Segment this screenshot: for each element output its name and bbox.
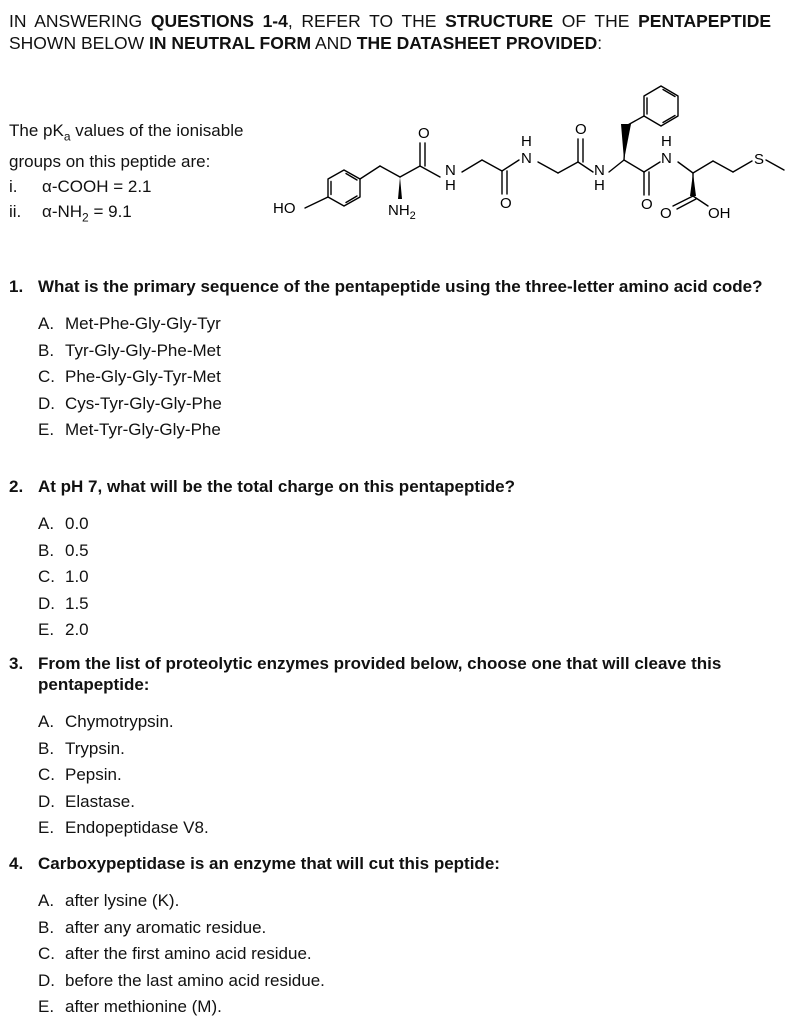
question-stem: 1. What is the primary sequence of the pentapeptide using the three-letter amino acid code? (9, 277, 763, 296)
option-b[interactable]: B. Tyr-Gly-Gly-Phe-Met (38, 340, 221, 360)
intro-part: : (597, 33, 603, 53)
question-3 (9, 653, 789, 842)
instructions (9, 10, 771, 54)
option-d[interactable]: D. 1.5 (38, 593, 89, 613)
pentapeptide-structure (268, 76, 800, 226)
option-a[interactable]: A. after lysine (K). (38, 891, 180, 910)
question-4 (9, 853, 789, 1021)
atom-label-hydrogen: H (521, 133, 532, 150)
atom-label-ho: HO (273, 200, 296, 217)
question-stem: 4. Carboxypeptidase is an enzyme that will cut this peptide: (9, 854, 500, 873)
atom-label-oxygen: O (660, 205, 672, 222)
option-b[interactable]: B. 0.5 (38, 540, 89, 560)
atom-label-hydrogen: H (661, 133, 672, 150)
option-c[interactable]: C. 1.0 (38, 567, 89, 586)
option-a[interactable]: A. Chymotrypsin. (38, 712, 174, 731)
option-list (38, 511, 789, 644)
option-d[interactable]: D. Elastase. (38, 791, 135, 811)
intro-part: STRUCTURE (445, 11, 554, 31)
option-a[interactable]: A. Met-Phe-Gly-Gly-Tyr (38, 314, 221, 333)
option-b[interactable]: B. after any aromatic residue. (38, 917, 267, 937)
atom-label-nitrogen: N (521, 150, 532, 167)
intro-part: PENTAPEPTIDE (638, 11, 771, 31)
atom-label-nitrogen: N (445, 162, 456, 179)
intro-part: QUESTIONS 1-4 (150, 11, 288, 31)
option-list (38, 311, 789, 444)
atom-label-nh2: $NH_2$ (388, 202, 416, 222)
atom-label-oxygen: O (575, 121, 587, 138)
option-e[interactable]: E. Met-Tyr-Gly-Gly-Phe (38, 420, 221, 439)
atom-label-oxygen: O (418, 125, 430, 142)
option-b[interactable]: B. Trypsin. (38, 738, 125, 758)
intro-part: OF THE (553, 11, 639, 31)
pka-info (9, 118, 284, 231)
option-list (38, 888, 789, 1021)
question-stem: 2. At pH 7, what will be the total charge on this pentapeptide? (9, 477, 515, 496)
atom-label-nitrogen: N (661, 150, 672, 167)
intro-part: IN ANSWERING (9, 11, 151, 31)
pka-item-cooh: i. α-COOH = 2.1 (9, 177, 152, 197)
atom-label-hydrogen: H (445, 177, 456, 194)
intro-part: THE DATASHEET PROVIDED (356, 33, 598, 53)
question-1 (9, 276, 789, 444)
option-a[interactable]: A. 0.0 (38, 514, 89, 533)
option-list (38, 709, 789, 842)
question-2 (9, 476, 789, 644)
intro-part: SHOWN BELOW (9, 33, 150, 53)
atom-label-sulfur: S (754, 151, 765, 168)
atom-label-oxygen: O (500, 195, 512, 212)
pka-line-1: The $pK_a$ values of the ionisable (9, 121, 244, 144)
option-c[interactable]: C. after the first amino acid residue. (38, 944, 312, 963)
option-c[interactable]: C. Phe-Gly-Gly-Tyr-Met (38, 367, 221, 386)
option-e[interactable]: E. after methionine (M). (38, 997, 222, 1016)
option-e[interactable]: E. 2.0 (38, 620, 89, 639)
intro-part: , REFER TO THE (287, 11, 446, 31)
pka-item-nh2: ii. $\alpha-NH_2 = 9.1$ (9, 202, 132, 225)
intro-part: AND (311, 33, 357, 53)
question-stem: 3. From the list of proteolytic enzymes provided below, choose one that will cleave this pentapeptide: (9, 654, 722, 694)
atom-label-oh: OH (708, 205, 731, 222)
pka-line-2: groups on this peptide are: (9, 152, 211, 172)
option-c[interactable]: C. Pepsin. (38, 765, 122, 784)
option-d[interactable]: D. before the last amino acid residue. (38, 970, 325, 990)
intro-part: IN NEUTRAL FORM (149, 33, 312, 53)
atom-label-hydrogen: H (594, 177, 605, 194)
option-e[interactable]: E. Endopeptidase V8. (38, 818, 209, 837)
option-d[interactable]: D. Cys-Tyr-Gly-Gly-Phe (38, 393, 222, 413)
atom-label-nitrogen: N (594, 162, 605, 179)
atom-label-oxygen: O (641, 196, 653, 213)
